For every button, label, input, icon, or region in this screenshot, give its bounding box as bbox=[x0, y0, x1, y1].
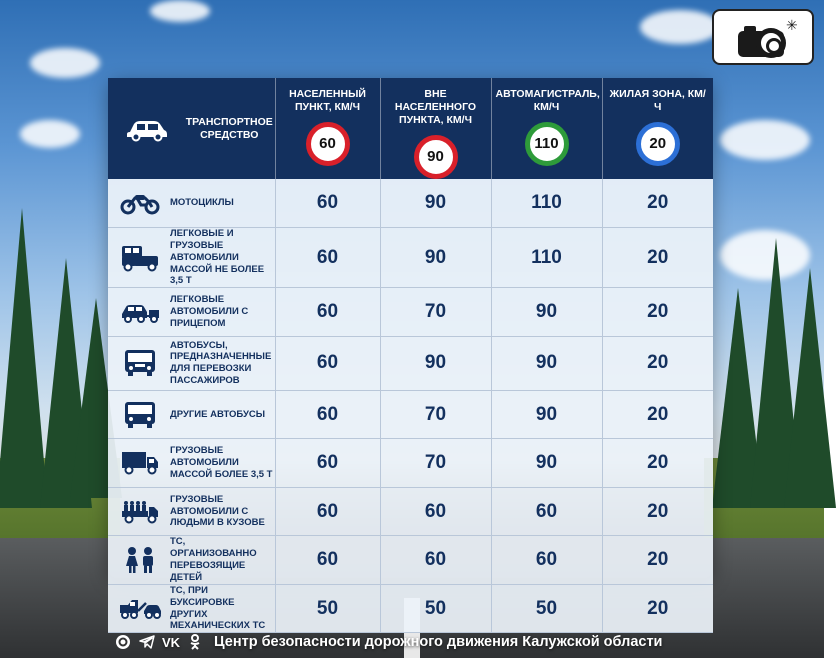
speed-value: 90 bbox=[491, 390, 602, 439]
speed-value: 90 bbox=[380, 227, 491, 287]
speed-value: 60 bbox=[275, 227, 380, 287]
speed-sign-icon: 90 bbox=[414, 135, 458, 179]
speed-value: 60 bbox=[491, 487, 602, 536]
table-row bbox=[108, 288, 713, 337]
speed-value: 90 bbox=[380, 179, 491, 227]
speed-value: 90 bbox=[491, 288, 602, 337]
footer bbox=[114, 630, 662, 654]
speed-value: 70 bbox=[380, 390, 491, 439]
speed-value: 60 bbox=[275, 336, 380, 390]
speed-value: 50 bbox=[491, 584, 602, 633]
column-motorway bbox=[491, 78, 602, 179]
vehicle-column-label: ТРАНСПОРТНОЕ СРЕДСТВО bbox=[185, 115, 273, 141]
bus-icon bbox=[120, 400, 160, 430]
column-outside-settlement bbox=[380, 78, 491, 179]
vehicle-label: МОТОЦИКЛЫ bbox=[170, 197, 234, 209]
vehicle-label: АВТОБУСЫ, ПРЕДНАЗНАЧЕННЫЕ ДЛЯ ПЕРЕВОЗКИ ПАССАЖИРОВ bbox=[170, 339, 272, 387]
speed-value: 50 bbox=[380, 584, 491, 633]
column-label: ЖИЛАЯ ЗОНА, КМ/Ч bbox=[609, 88, 706, 114]
truck-people-icon bbox=[120, 497, 160, 527]
speed-value: 70 bbox=[380, 288, 491, 337]
speed-value: 60 bbox=[275, 179, 380, 227]
bus-passenger-icon bbox=[120, 348, 160, 378]
speed-value: 60 bbox=[275, 288, 380, 337]
vehicle-column-header bbox=[108, 78, 275, 179]
speed-limits-table bbox=[108, 78, 713, 632]
motorcycle-icon bbox=[120, 188, 160, 218]
speed-value: 110 bbox=[491, 179, 602, 227]
speed-value: 20 bbox=[602, 179, 713, 227]
speed-value: 20 bbox=[602, 487, 713, 536]
vehicle-label: ТС, ОРГАНИЗОВАННО ПЕРЕВОЗЯЩИЕ ДЕТЕЙ bbox=[170, 536, 257, 583]
speed-value: 60 bbox=[380, 536, 491, 585]
speed-value: 90 bbox=[491, 439, 602, 488]
table-row bbox=[108, 439, 713, 488]
speed-value: 20 bbox=[602, 536, 713, 585]
speed-value: 90 bbox=[491, 336, 602, 390]
vehicle-label: ЛЕГКОВЫЕ АВТОМОБИЛИ С ПРИЦЕПОМ bbox=[170, 294, 249, 329]
footer-title: Центр безопасности дорожного движения Калужской области bbox=[214, 634, 663, 650]
column-residential-zone bbox=[602, 78, 713, 179]
speed-sign-icon: 60 bbox=[306, 122, 350, 166]
children-icon bbox=[120, 545, 160, 575]
vehicle-label: ТС, ПРИ БУКСИРОВКЕ ДРУГИХ МЕХАНИЧЕСКИХ ТС bbox=[170, 584, 266, 632]
speed-value: 20 bbox=[602, 227, 713, 287]
table-row bbox=[108, 487, 713, 536]
table-row bbox=[108, 584, 713, 633]
table-row bbox=[108, 536, 713, 585]
table-row bbox=[108, 179, 713, 227]
table-header bbox=[108, 78, 713, 179]
vehicle-label: ЛЕГКОВЫЕ И ГРУЗОВЫЕ АВТОМОБИЛИ МАССОЙ НЕ БОЛЕЕ 3,5 Т bbox=[170, 227, 265, 287]
speed-value: 20 bbox=[602, 336, 713, 390]
speed-value: 90 bbox=[380, 336, 491, 390]
speed-sign-icon: 20 bbox=[636, 122, 680, 166]
table-row bbox=[108, 336, 713, 390]
speed-value: 110 bbox=[491, 227, 602, 287]
speed-value: 20 bbox=[602, 584, 713, 633]
car-trailer-icon bbox=[120, 297, 160, 327]
speed-value: 60 bbox=[275, 390, 380, 439]
column-label: АВТОМАГИСТРАЛЬ, КМ/Ч bbox=[495, 88, 600, 114]
table-row bbox=[108, 227, 713, 287]
speed-value: 20 bbox=[602, 288, 713, 337]
speed-sign-icon: 110 bbox=[525, 122, 569, 166]
camera-logo: ✳ bbox=[712, 9, 814, 65]
vk-icon[interactable]: VK bbox=[161, 634, 181, 650]
speed-value: 60 bbox=[380, 487, 491, 536]
ok-icon[interactable] bbox=[186, 633, 204, 651]
telegram-icon[interactable] bbox=[138, 633, 156, 651]
vehicle-label: ДРУГИЕ АВТОБУСЫ bbox=[170, 408, 266, 420]
column-settlement bbox=[275, 78, 380, 179]
speed-value: 60 bbox=[275, 487, 380, 536]
speed-value: 60 bbox=[491, 536, 602, 585]
car-truck-icon bbox=[120, 243, 160, 273]
column-label: ВНЕ НАСЕЛЕННОГО ПУНКТА, КМ/Ч bbox=[394, 88, 477, 127]
vehicle-label: ГРУЗОВЫЕ АВТОМОБИЛИ С ЛЮДЬМИ В КУЗОВЕ bbox=[170, 493, 265, 529]
speed-value: 60 bbox=[275, 536, 380, 585]
speed-value: 20 bbox=[602, 439, 713, 488]
tow-truck-icon bbox=[120, 594, 160, 624]
speed-value: 50 bbox=[275, 584, 380, 633]
truck-icon bbox=[120, 448, 160, 478]
car-icon bbox=[126, 118, 168, 140]
speed-value: 60 bbox=[275, 439, 380, 488]
max-icon[interactable] bbox=[114, 633, 132, 651]
table-row bbox=[108, 390, 713, 439]
vehicle-label: ГРУЗОВЫЕ АВТОМОБИЛИ МАССОЙ БОЛЕЕ 3,5 Т bbox=[170, 445, 273, 480]
column-label: НАСЕЛЕННЫЙ ПУНКТ, КМ/Ч bbox=[289, 88, 366, 114]
speed-value: 20 bbox=[602, 390, 713, 439]
speed-value: 70 bbox=[380, 439, 491, 488]
